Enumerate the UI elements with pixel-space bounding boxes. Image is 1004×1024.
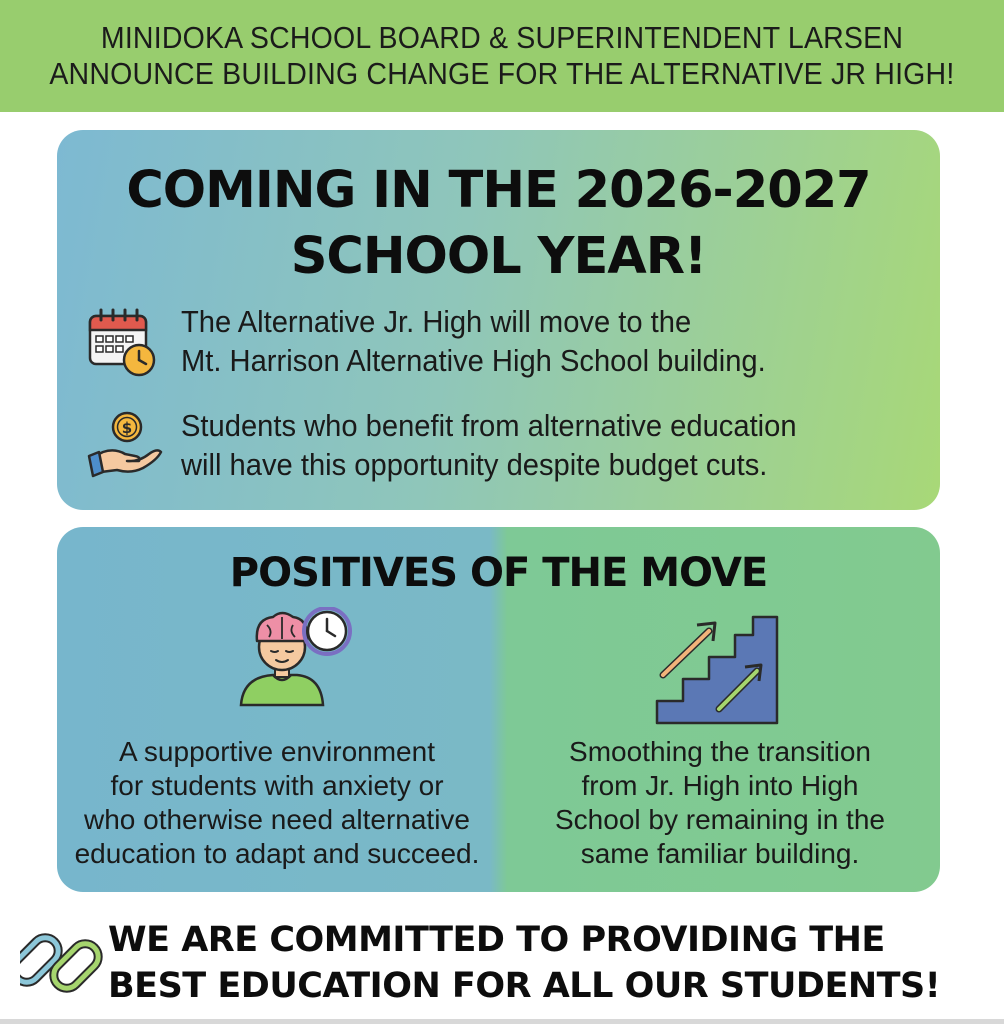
banner-line-1: MINIDOKA SCHOOL BOARD & SUPERINTENDENT LARSEN xyxy=(100,20,904,55)
positive-left-line-2: for students with anxiety or xyxy=(110,770,444,801)
positive-smooth-transition xyxy=(500,735,940,871)
commitment-footer xyxy=(0,905,1004,1015)
positive-right-line-1: Smoothing the transition xyxy=(569,736,871,767)
calendar-clock-icon xyxy=(87,306,159,383)
stairs-arrows-icon xyxy=(653,613,783,732)
banner-line-2: ANNOUNCE BUILDING CHANGE FOR THE ALTERNATIVE JR HIGH! xyxy=(49,56,955,91)
commitment-text xyxy=(108,917,940,1009)
positives-title: POSITIVES OF THE MOVE xyxy=(229,550,768,596)
bullet-budget-line-2: will have this opportunity despite budget cuts. xyxy=(181,447,768,482)
positives-card xyxy=(57,527,940,892)
positive-supportive-environment xyxy=(57,735,497,871)
bottom-divider xyxy=(0,1019,1004,1024)
coming-title xyxy=(57,158,940,290)
coming-title-line-2: SCHOOL YEAR! xyxy=(290,227,707,286)
positive-left-line-1: A supportive environment xyxy=(119,736,435,767)
positive-right-line-2: from Jr. High into High xyxy=(581,770,859,801)
commitment-line-2: BEST EDUCATION FOR ALL OUR STUDENTS! xyxy=(108,966,941,1006)
positive-right-line-4: same familiar building. xyxy=(580,838,860,869)
positive-left-line-4: education to adapt and succeed. xyxy=(74,838,480,869)
hand-coin-icon xyxy=(87,410,163,483)
bullet-budget-text xyxy=(181,406,797,484)
positive-left-line-3: who otherwise need alternative xyxy=(83,804,470,835)
bullet-building-line-1: The Alternative Jr. High will move to the xyxy=(181,304,692,339)
coin-dollar-symbol: $ xyxy=(121,419,133,437)
bullet-building-move-text xyxy=(181,302,766,380)
bullet-budget-line-1: Students who benefit from alternative education xyxy=(181,408,797,443)
commitment-line-1: WE ARE COMMITTED TO PROVIDING THE xyxy=(108,920,885,960)
positive-right-line-3: School by remaining in the xyxy=(555,804,885,835)
bullet-building-line-2: Mt. Harrison Alternative High School building. xyxy=(181,343,766,378)
coming-school-year-card xyxy=(57,130,940,510)
chain-link-icon xyxy=(20,921,104,1010)
student-brain-clock-icon xyxy=(233,607,353,712)
announcement-banner xyxy=(0,0,1004,112)
coming-title-line-1: COMING IN THE 2026-2027 xyxy=(126,161,871,220)
